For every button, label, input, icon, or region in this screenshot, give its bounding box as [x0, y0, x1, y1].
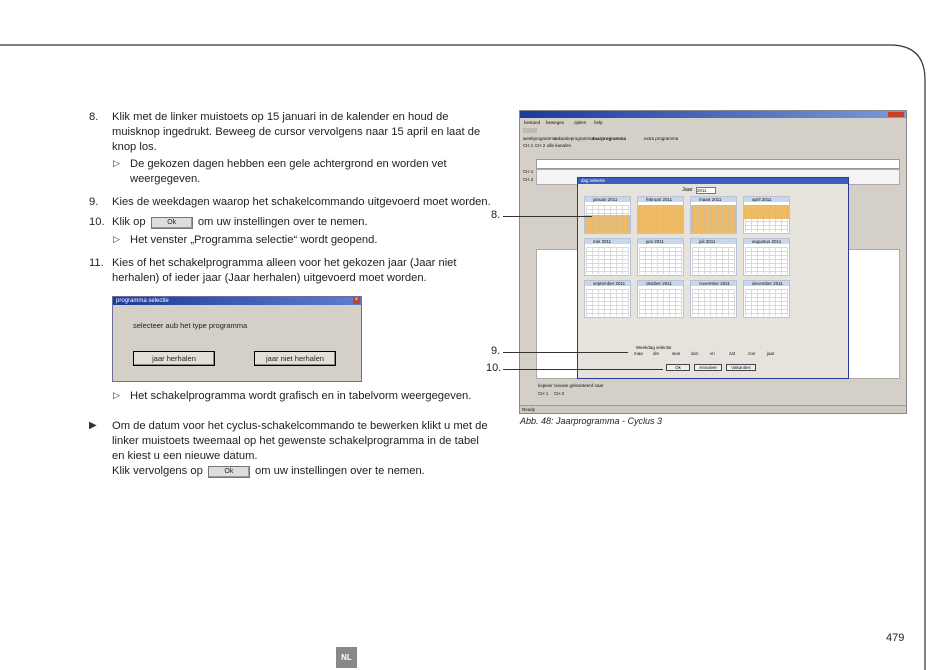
weekday-maa: maa: [634, 351, 643, 356]
step-11-line-2: herhalen) of ieder jaar (Jaar herhalen) uitgevoerd moet worden.: [112, 272, 427, 284]
app-title-bar: [520, 111, 906, 118]
tab-weekprogramma: weekprogramma: [523, 136, 557, 141]
month-label: mei 2011: [593, 239, 612, 244]
weekday-vri: vri: [710, 351, 715, 356]
subtab-alle-kanalen: alle kanalen: [547, 143, 572, 148]
ok-button-image: Ok: [208, 466, 250, 478]
jaar-niet-herhalen-button: jaar niet herhalen: [254, 351, 336, 366]
menu-bestand: bestand: [524, 120, 541, 125]
channel-ch1: CH 1: [523, 169, 534, 174]
bullet-line-3: en kiest u een nieuwe datum.: [112, 450, 258, 462]
month-label: april 2011: [752, 197, 772, 202]
timeline-strip: [536, 159, 900, 169]
year-select: 2011: [696, 187, 716, 194]
callout-9-line: [503, 352, 628, 353]
step-10-pre: Klik op: [112, 216, 146, 228]
dialog-message: selecteer aub het type programma: [133, 321, 248, 330]
weekday-woe: woe: [672, 351, 681, 356]
bullet-triangle-icon: ▶: [89, 420, 97, 431]
callout-8-line: [503, 216, 592, 217]
screenshot-ok-button: Ok: [666, 364, 690, 371]
step-10-post: om uw instellingen over te nemen.: [197, 216, 368, 228]
weekday-checkboxes: [634, 350, 790, 358]
calendar-month: [584, 280, 631, 318]
step-10-line: [112, 215, 368, 230]
month-label: maart 2011: [699, 197, 722, 202]
month-label: juni 2011: [646, 239, 664, 244]
weekday-jaar: jaar: [767, 351, 775, 356]
step-8-line-2: muisknop ingedrukt. Beweeg de cursor vervolgens naar 15 april en laat de: [112, 126, 481, 138]
step-11-line-1: Kies of het schakelprogramma alleen voor het gekozen jaar (Jaar niet: [112, 257, 457, 269]
page-number: 479: [886, 632, 905, 644]
step-11-number: 11.: [89, 257, 104, 269]
menu-help: help: [594, 120, 603, 125]
copy-ch2: CH 2: [554, 391, 565, 396]
tab-jaarprogramma: Jaarprogramma: [592, 136, 627, 141]
month-label: februari 2011: [646, 197, 673, 202]
step-9-number: 9.: [89, 196, 99, 208]
dag-selectie-title: dag selectie: [581, 178, 606, 183]
bullet-line-1: Om de datum voor het cyclus-schakelcommando te bewerken klikt u met de: [112, 420, 488, 432]
callout-10-line: [503, 369, 663, 370]
month-label: oktober 2011: [646, 281, 672, 286]
callout-10: 10.: [486, 362, 502, 374]
step-11-result: Het schakelprogramma wordt grafisch en in tabelvorm weergegeven.: [130, 390, 472, 402]
calendar-month: [743, 196, 790, 234]
year-label: Jaar: [682, 187, 693, 193]
bullet-line-4: [112, 464, 425, 479]
subtab-ch1: CH 1: [523, 143, 534, 148]
step-8-line-3: knop los.: [112, 141, 157, 153]
screenshot-vakanties-button: Vakanties: [726, 364, 756, 371]
weekday-zat: zat: [729, 351, 736, 356]
ok-button-image: Ok: [151, 217, 193, 229]
status-ready: Ready: [522, 407, 536, 412]
close-icon: ×: [354, 297, 359, 303]
calendar-month: [637, 238, 684, 276]
result-arrow-icon: ▷: [113, 390, 120, 400]
tab-extra-programma: extra programma: [644, 136, 679, 141]
screenshot-annuleer-button: Annuleer: [694, 364, 722, 371]
callout-9: 9.: [491, 345, 501, 357]
dag-selectie-title-bar: [578, 178, 848, 184]
month-label: juli 2011: [699, 239, 716, 244]
calendar-month: [690, 238, 737, 276]
bullet-pre: Klik vervolgens op: [112, 465, 203, 477]
step-9-line: Kies de weekdagen waarop het schakelcommando uitgevoerd moet worden.: [112, 196, 491, 208]
step-8-line-1: Klik met de linker muistoets op 15 januari in de kalender en houd de: [112, 111, 449, 123]
dialog-title: programma selectie: [116, 298, 169, 304]
copy-label: kopieer nieuwe geleanteerd naar: [538, 383, 604, 388]
figure-caption: Abb. 48: Jaarprogramma - Cyclus 3: [520, 416, 663, 426]
calendar-month: [584, 196, 631, 234]
month-label: januari 2011: [593, 197, 618, 202]
weekday-zon: zon: [748, 351, 756, 356]
subtab-ch2: CH 2: [535, 143, 546, 148]
calendar-month: [584, 238, 631, 276]
tab-vakantieprogramma: vakantieprogramma: [554, 136, 594, 141]
dag-selectie-window: [577, 177, 849, 379]
dialog-title-bar: [113, 297, 361, 305]
bullet-post: om uw instellingen over te nemen.: [255, 465, 425, 477]
language-tab: NL: [336, 647, 357, 668]
step-8-number: 8.: [89, 111, 99, 123]
step-8-result-2: weergegeven.: [130, 173, 201, 185]
programma-selectie-dialog: [112, 296, 362, 382]
weekday-selection-title: Weekdag selectie: [636, 345, 672, 350]
jaar-herhalen-button: jaar herhalen: [133, 351, 215, 366]
calendar-month: [690, 280, 737, 318]
menu-bewegen: bewegen: [546, 120, 565, 125]
bullet-line-2: linker muistoets tweemaal op het gewenste schakelprogramma in de tabel: [112, 435, 479, 447]
result-arrow-icon: ▷: [113, 158, 120, 168]
month-label: november 2011: [699, 281, 730, 286]
result-arrow-icon: ▷: [113, 234, 120, 244]
toolbar-icons: [523, 128, 537, 133]
step-10-result: Het venster „Programma selectie“ wordt geopend.: [130, 234, 378, 246]
month-label: december 2011: [752, 281, 783, 286]
channel-ch2: CH 2: [523, 177, 534, 182]
calendar-month: [637, 280, 684, 318]
calendar-month: [743, 238, 790, 276]
weekday-don: don: [691, 351, 699, 356]
menu-opties: opties: [574, 120, 587, 125]
calendar-month: [743, 280, 790, 318]
step-10-number: 10.: [89, 216, 105, 228]
calendar-month: [637, 196, 684, 234]
calendar-grid: [584, 196, 794, 320]
month-label: september 2011: [593, 281, 626, 286]
step-8-result-1: De gekozen dagen hebben een gele achtergrond en worden vet: [130, 158, 447, 170]
calendar-month: [690, 196, 737, 234]
window-controls-icon: [888, 112, 904, 117]
callout-8: 8.: [491, 209, 501, 221]
copy-ch1: CH 1: [538, 391, 549, 396]
status-bar: [520, 405, 906, 413]
weekday-din: din: [653, 351, 660, 356]
month-label: augustus 2011: [752, 239, 782, 244]
